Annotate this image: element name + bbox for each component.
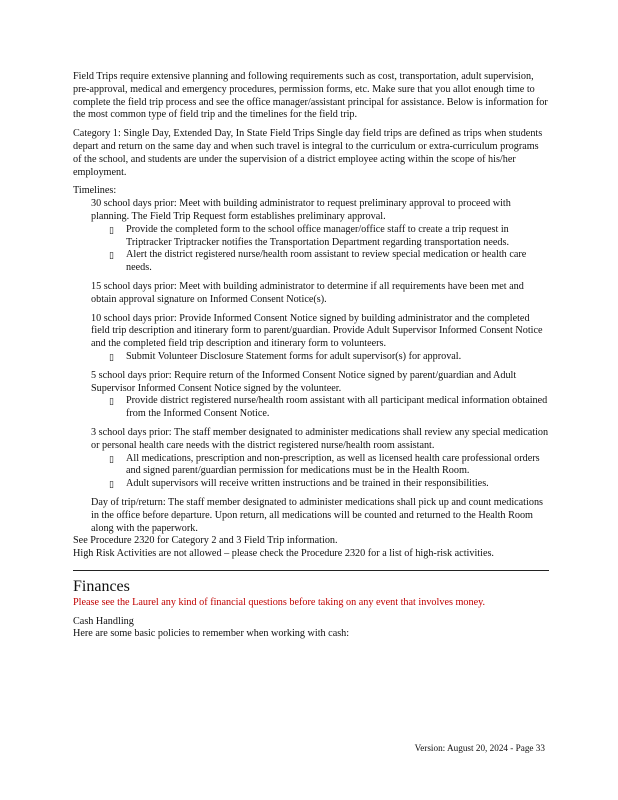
timeline-bullet (109, 350, 549, 364)
bullet-icon: ▯ (109, 479, 114, 490)
bullet-icon: ▯ (109, 351, 114, 362)
high-risk-line: High Risk Activities are not allowed – please check the Procedure 2320 for a list of high-risk activities. (73, 548, 494, 560)
timeline-bullet (109, 395, 549, 421)
bullet-icon: ▯ (109, 250, 114, 261)
timelines-label: Timelines: (73, 185, 117, 197)
bullet-icon: ▯ (109, 224, 114, 235)
section-divider (73, 570, 549, 571)
finances-notice: Please see the Laurel any kind of financial questions before taking on any event that involves money. (73, 596, 486, 608)
category1-paragraph: Category 1: Single Day, Extended Day, In State Field Trips Single day field trips are defined as trips when students depart and return on the same day and when such travel is integral to the curriculum or extra-curriculum programs of the school, and students are under the supervision of a district employee acting within the scope of his/her employment. (73, 128, 543, 178)
timeline-step: 10 school days prior: Provide Informed Consent Notice signed by building administrator and the completed field trip description and itinerary form to parent/guardian. Provide Adult Supervisor Informed Consent Notice and the completed field trip description and itinerary form to volunteers. (91, 312, 543, 350)
timeline-step: 30 school days prior: Meet with building administrator to request preliminary approval to proceed with planning. The Field Trip Request form establishes preliminary approval. (91, 198, 511, 222)
bullet-text: Provide the completed form to the school office manager/office staff to create a trip request in Triptracker Triptracker notifies the Transportation Department regarding transportation needs. (126, 223, 509, 248)
bullet-icon: ▯ (109, 396, 114, 407)
bullet-text: Alert the district registered nurse/health room assistant to review special medication or health care needs. (126, 249, 527, 274)
timeline-bullet (109, 478, 549, 491)
timeline-step: 3 school days prior: The staff member designated to administer medications shall review any special medication or personal health care needs with the district registered nurse/health room assistant. (91, 426, 549, 451)
timeline-bullet (109, 249, 549, 275)
page-footer: Version: August 20, 2024 - Page 33 (414, 743, 545, 753)
see-procedure-line: See Procedure 2320 for Category 2 and 3 Field Trip information. (73, 535, 338, 547)
bullet-text: Provide district registered nurse/health room assistant with all participant medical information obtained from the Informed Consent Notice. (126, 395, 548, 420)
timeline-step: Day of trip/return: The staff member designated to administer medications shall pick up and count medications in the office before departure. Upon return, all medications will be counted and returned to the Health Room along with the paperwork. (91, 496, 544, 534)
bullet-text: All medications, prescription and non-prescription, as well as licensed health care professional orders and signed parent/guardian permission for medications must be in the Health Room. (126, 452, 540, 477)
cash-handling-intro: Here are some basic policies to remember when working with cash: (73, 628, 350, 640)
finances-heading: Finances (73, 577, 130, 595)
timeline-step: 15 school days prior: Meet with building administrator to determine if all requirements have been met and obtain approval signature on Informed Consent Notice(s). (91, 280, 524, 305)
timeline-step: 5 school days prior: Require return of the Informed Consent Notice signed by parent/guardian and Adult Supervisor Informed Consent Notice signed by the volunteer. (91, 369, 517, 394)
timeline-bullet (109, 223, 549, 250)
bullet-icon: ▯ (109, 453, 114, 464)
bullet-text: Submit Volunteer Disclosure Statement forms for adult supervisor(s) for approval. (126, 350, 462, 362)
page-content (73, 71, 549, 641)
bullet-text: Adult supervisors will receive written instructions and be trained in their responsibilities. (126, 478, 489, 490)
cash-handling-heading: Cash Handling (73, 615, 134, 627)
intro-paragraph: Field Trips require extensive planning and following requirements such as cost, transportation, adult supervision, pre-approval, medical and emergency procedures, permission forms, etc. Make sure that you allot enough time to complete the field trip process and see the office manager/assistant principal for assistance. Below is information for the most common type of field trip and the timelines for the field trip. (73, 71, 548, 121)
timeline-bullet (109, 452, 549, 479)
